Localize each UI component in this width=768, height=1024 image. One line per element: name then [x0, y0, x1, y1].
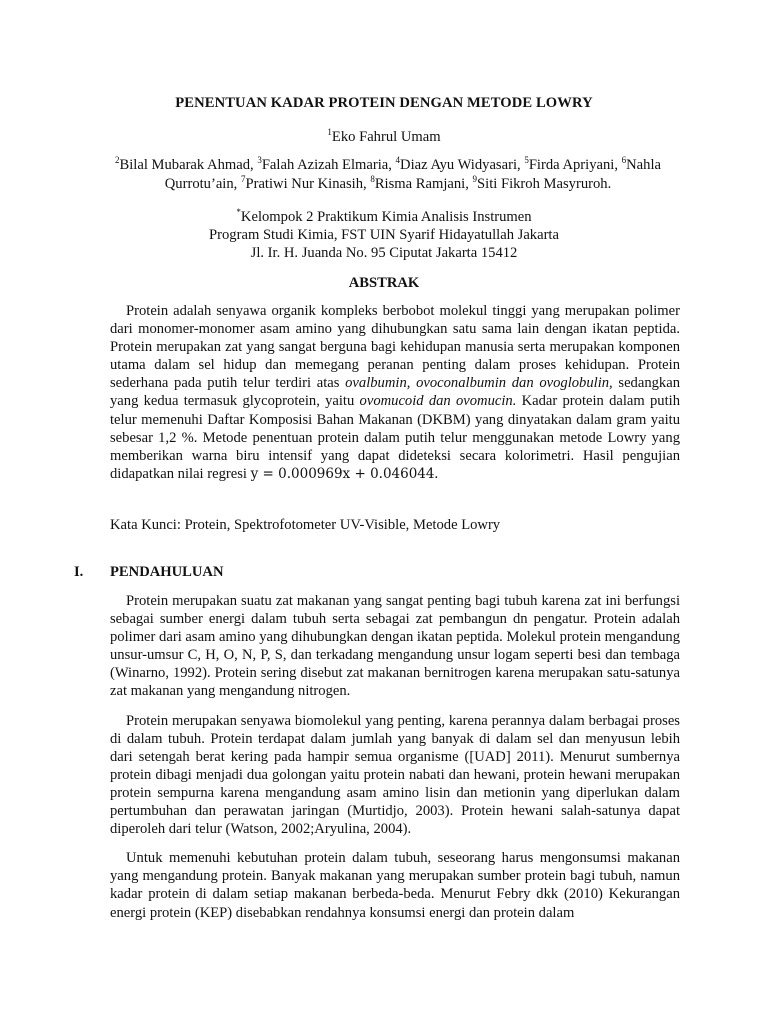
author-entry	[115, 157, 257, 173]
author-superscript: 2	[115, 155, 120, 166]
affiliation-block	[0, 208, 768, 262]
body-paragraph: Untuk memenuhi kebutuhan protein dalam tubuh, seseorang harus mengonsumsi makanan yang mengandung protein. Banyak makanan yang merupakan sumber protein bagi tubuh, namun kadar protein di dalam setiap makanan berbeda-beda. Menurut Febry dkk (2010) Kekurangan energi protein (KEP) disebabkan rendahnya konsumsi energi dan protein dalam	[110, 850, 680, 921]
author-name: Nahla Qurrotu’ain,	[164, 157, 661, 192]
author-superscript: 9	[472, 174, 478, 185]
author-name: Falah Azizah Elmaria,	[261, 157, 396, 173]
affiliation-line-1	[0, 208, 768, 226]
author-entry	[370, 176, 472, 192]
section-body	[110, 592, 680, 933]
section-heading	[74, 563, 680, 581]
section-number: I.	[74, 564, 84, 580]
author-superscript: 7	[240, 174, 246, 185]
author-name: Diaz Ayu Widyasari,	[400, 157, 525, 173]
affiliation-line-3: Jl. Ir. H. Juanda No. 95 Ciputat Jakarta 15412	[250, 245, 518, 261]
abstract-text: Protein adalah senyawa organik kompleks berbobot molekul tinggi yang merupakan polimer dari monomer-monomer asam amino yang dihubungkan satu sama lain dengan ikatan peptida. Protein merupakan zat yang sangat berguna bagi kehidupan manusia serta merupakan komponen utama dalam sel hidup dan memegang peranan penting dalam proses kehidupan. Protein sederhana pada putih telur terdiri atas	[110, 303, 680, 392]
main-author	[0, 128, 768, 146]
author-entry	[524, 157, 621, 173]
author-superscript: 5	[524, 155, 529, 166]
author-superscript: 3	[257, 155, 262, 166]
abstract-heading: ABSTRAK	[348, 275, 420, 291]
affiliation-text: Kelompok 2 Praktikum Kimia Analisis Instrumen	[240, 209, 532, 225]
author-superscript: 1	[327, 127, 332, 138]
abstract-italic-text: ovomucoid dan ovomucin.	[359, 393, 517, 410]
abstract-italic-text: ovalbumin, ovoconalbumin dan ovoglobulin,	[345, 375, 613, 392]
author-superscript: 8	[370, 174, 375, 185]
author-name: Bilal Mubarak Ahmad,	[119, 157, 258, 173]
body-paragraph: Protein merupakan senyawa biomolekul yang penting, karena perannya dalam berbagai proses di dalam tubuh. Protein terdapat dalam jumlah yang banyak di dalam sel dan menyusun lebih dari setengah berat kering pada hampir semua organisme ([UAD] 2011). Menurut sumbernya protein dibagi menjadi dua golongan yaitu protein nabati dan hewani, protein hewani merupakan protein sempurna karena mengandung asam amino lisin dan metionin yang diperlukan dalam pertumbuhan dan perawatan jaringan (Murtidjo, 2003). Protein hewani salah-satunya dapat diperoleh dari telur (Watson, 2002;Aryulina, 2004).	[110, 712, 680, 838]
author-entry	[396, 157, 525, 173]
co-authors	[96, 156, 680, 194]
author-name: Pratiwi Nur Kinasih,	[245, 176, 371, 192]
regression-equation: y = 0.000969x + 0.046044	[250, 465, 435, 482]
abstract-body	[110, 302, 680, 483]
abstract-text: .	[434, 465, 439, 482]
author-entry	[241, 176, 370, 192]
author-superscript: 4	[395, 155, 401, 166]
abstract-text: sedangkan yang kedua termasuk glycoprotein, yaitu	[110, 375, 680, 410]
keywords: Kata Kunci: Protein, Spektrofotometer UV-Visible, Metode Lowry	[110, 517, 501, 533]
body-paragraph: Protein merupakan suatu zat makanan yang sangat penting bagi tubuh karena zat ini berfungsi sebagai sumber energi dalam tubuh serta sebagai zat pembangun dn pengatur. Protein adalah polimer dari asam amino yang dihubungkan dengan ikatan peptida. Molekul protein mengandung unsur-umsur C, H, O, N, P, S, dan terkadang mengandung unsur logam seperti besi dan tembaga (Winarno, 1992). Protein sering disebut zat makanan bernitrogen karena merupakan satu-satunya zat makanan yang mengandung nitrogen.	[110, 593, 680, 700]
paper-title: PENENTUAN KADAR PROTEIN DENGAN METODE LOWRY	[175, 95, 593, 111]
section-title: PENDAHULUAN	[110, 564, 224, 580]
abstract-paragraph	[110, 302, 680, 483]
author-entry	[473, 176, 612, 192]
author-entry	[257, 157, 395, 173]
author-name: Risma Ramjani,	[374, 176, 473, 192]
affiliation-superscript: *	[236, 207, 241, 218]
author-name: Firda Apriyani,	[528, 157, 622, 173]
author-name: Siti Fikroh Masyruroh.	[477, 176, 612, 192]
author-superscript: 6	[621, 155, 627, 166]
abstract-text: Kadar protein dalam putih telur memenuhi Daftar Komposisi Bahan Makanan (DKBM) yang dinyatakan dalam gram yaitu sebesar 1,2 %. Metode penentuan protein dalam putih telur menggunakan metode Lowry yang memberikan warna biru intensif yang dapat dideteksi secara kolorimetri. Hasil pengujian didapatkan nilai regresi	[110, 393, 680, 482]
affiliation-line-2: Program Studi Kimia, FST UIN Syarif Hidayatullah Jakarta	[209, 227, 559, 243]
author-name: Eko Fahrul Umam	[331, 129, 441, 145]
